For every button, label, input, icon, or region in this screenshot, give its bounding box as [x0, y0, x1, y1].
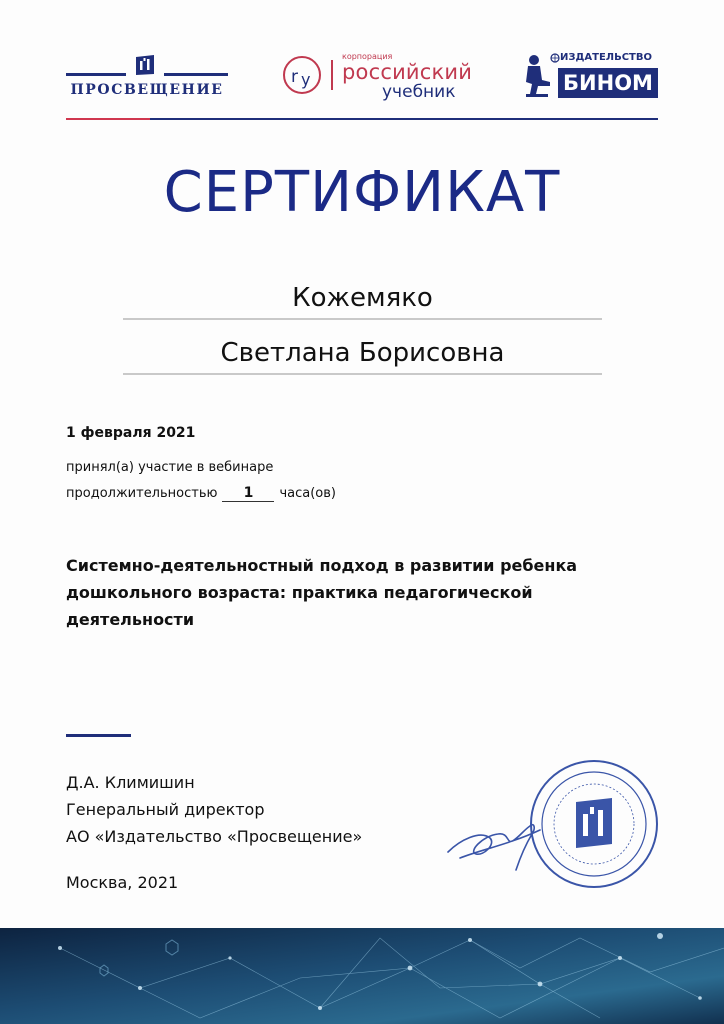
signatory-name: Д.А. Климишин [66, 773, 195, 792]
header-divider [66, 118, 658, 120]
logo-prosveshchenie-text: ПРОСВЕЩЕНИЕ [70, 82, 224, 98]
recipient-given-names: Светлана Борисовна [123, 333, 602, 375]
header-divider-accent [66, 118, 150, 120]
svg-text:r: r [291, 67, 298, 87]
globe-icon [550, 53, 560, 63]
logo-prosveshchenie [66, 52, 228, 100]
certificate-title: СЕРТИФИКАТ [163, 160, 561, 225]
duration-label: продолжительностью [66, 486, 218, 501]
duration-value: 1 [222, 485, 274, 502]
place-year: Москва, 2021 [66, 873, 179, 892]
svg-text:y: y [301, 70, 311, 89]
ru-logo-circle-icon [282, 54, 324, 96]
ru-logo-line1: российский [342, 60, 473, 84]
company-stamp [528, 758, 660, 890]
binom-figure-icon [520, 54, 554, 98]
webinar-title: Системно-деятельностный подход в развитии ребенка дошкольного возраста: практика педагогической деятельности [66, 556, 578, 629]
duration-unit: часа(ов) [279, 486, 336, 501]
logo-russian-textbook [282, 48, 474, 100]
event-date: 1 февраля 2021 [66, 425, 196, 441]
binom-small-text: ИЗДАТЕЛЬСТВО [560, 52, 652, 63]
signatory-position: Генеральный директор [66, 800, 265, 819]
recipient-surname: Кожемяко [123, 278, 602, 320]
binom-main-text: БИНОМ [558, 68, 658, 98]
footer-network-banner [0, 928, 724, 1024]
signature-divider [66, 734, 131, 737]
ru-logo-line2: учебник [382, 82, 456, 102]
ru-logo-divider [331, 60, 333, 90]
signatory-organization: АО «Издательство «Просвещение» [66, 827, 363, 846]
prosveshchenie-emblem-icon [135, 54, 155, 76]
logo-binom [520, 52, 660, 100]
duration-row [66, 485, 336, 502]
ru-logo-small-text: корпорация [342, 52, 393, 61]
participation-text: принял(а) участие в вебинаре [66, 460, 274, 475]
